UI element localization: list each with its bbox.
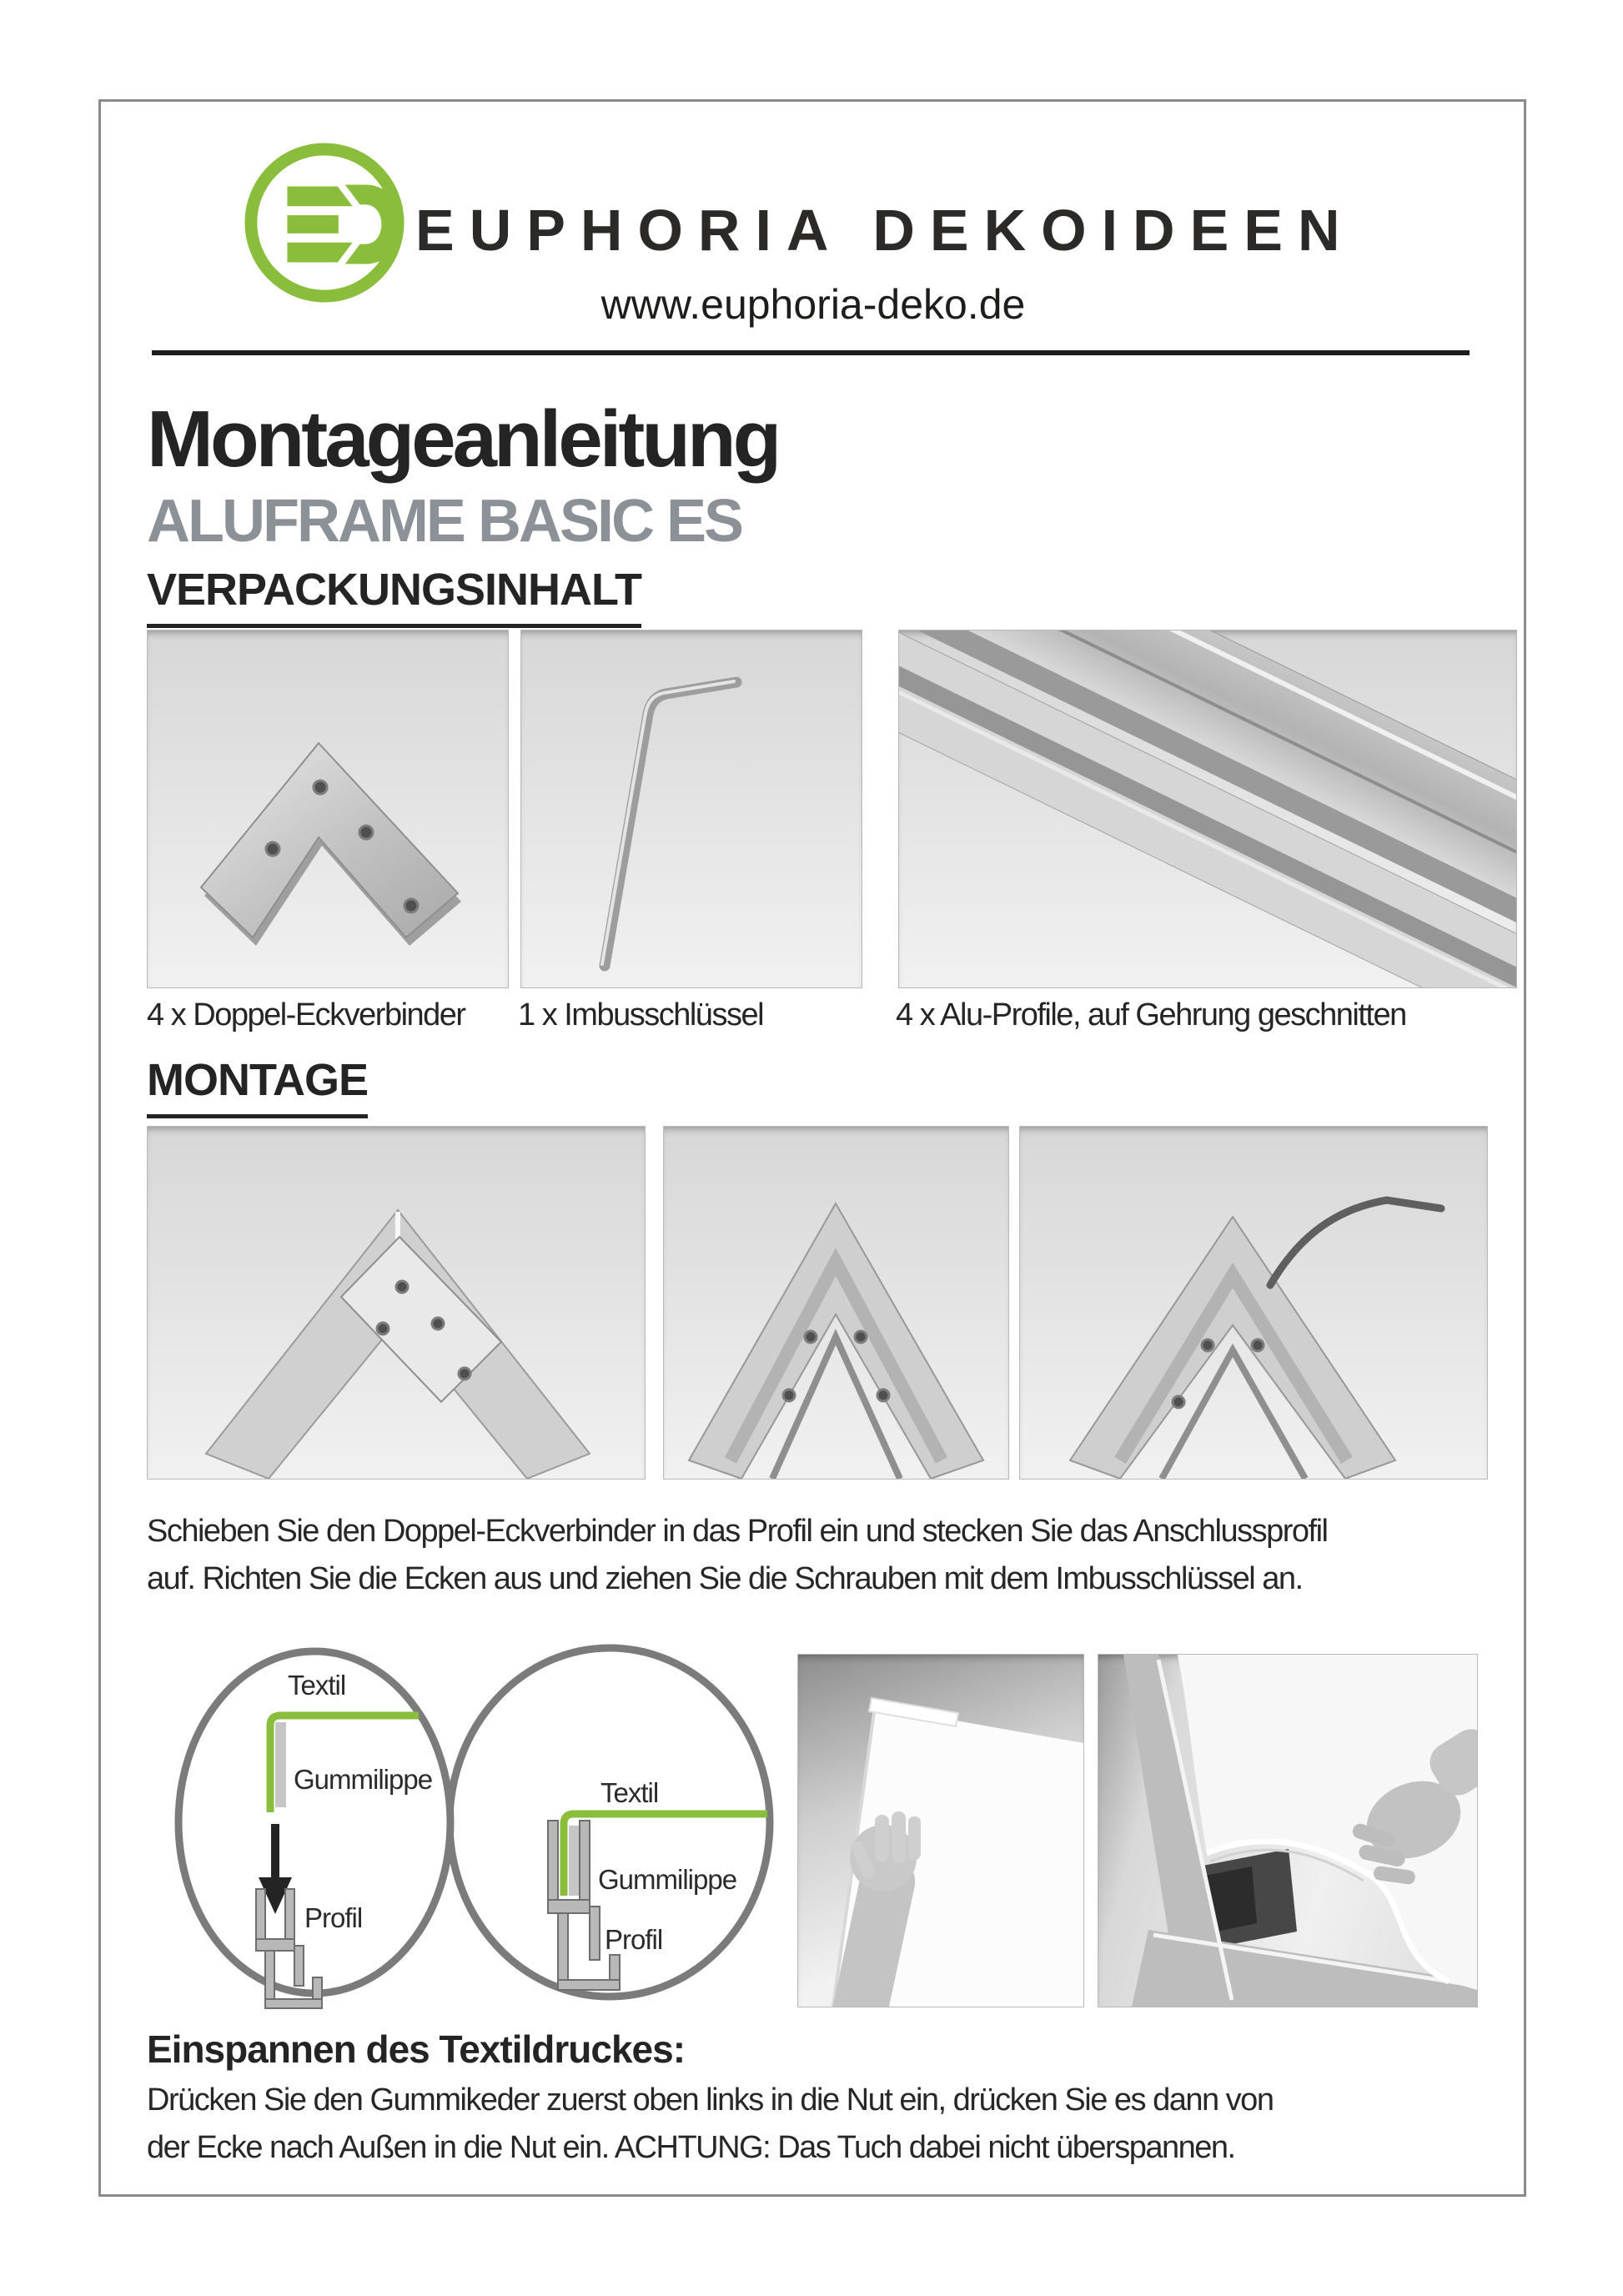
montage-instructions bbox=[147, 1508, 1327, 1603]
montage-step1-photo bbox=[147, 1126, 646, 1480]
insert-connector-illustration bbox=[148, 1127, 645, 1479]
insert-fabric-illustration bbox=[798, 1655, 1083, 2007]
caption-alu-profiles: 4 x Alu-Profile, auf Gehrung geschnitten bbox=[896, 997, 1406, 1032]
montage-step2-photo bbox=[663, 1126, 1009, 1480]
diagram-right-textil-label: Textil bbox=[600, 1777, 659, 1808]
page-title: Montageanleitung bbox=[147, 394, 779, 484]
section-heading-montage: MONTAGE bbox=[147, 1054, 368, 1118]
caption-corner-connector: 4 x Doppel-Eckverbinder bbox=[147, 997, 465, 1032]
pull-fabric-corner-photo bbox=[1098, 1654, 1478, 2007]
corner-connector-photo bbox=[147, 630, 509, 988]
textile-section-heading: Einspannen des Textildruckes: bbox=[147, 2027, 686, 2071]
diagram-right-gummilippe-label: Gummilippe bbox=[598, 1864, 737, 1895]
diagram-right-profil-label: Profil bbox=[605, 1924, 663, 1955]
website-url: www.euphoria-deko.de bbox=[600, 281, 1026, 328]
tighten-screws-illustration bbox=[1020, 1127, 1487, 1479]
textile-instructions bbox=[147, 2077, 1273, 2172]
brand-name: EUPHORIA DEKOIDEEN bbox=[415, 198, 1355, 263]
pull-fabric-illustration bbox=[1098, 1655, 1477, 2007]
aligned-corner-illustration bbox=[664, 1127, 1008, 1479]
textile-instructions-line1: Drücken Sie den Gummikeder zuerst oben links in die Nut ein, drücken Sie es dann von bbox=[147, 2082, 1274, 2118]
header-divider bbox=[152, 350, 1470, 355]
allen-key-photo bbox=[520, 630, 862, 988]
alu-profiles-photo bbox=[898, 630, 1517, 988]
allen-key-illustration bbox=[521, 631, 862, 987]
diagram-left-gummilippe-label: Gummilippe bbox=[294, 1764, 433, 1795]
montage-step3-photo bbox=[1019, 1126, 1488, 1480]
textile-mounting-diagram bbox=[150, 1639, 801, 2016]
left-gummilippe-bar bbox=[275, 1722, 286, 1807]
textile-instructions-line2: der Ecke nach Außen in die Nut ein. ACHTUNG: Das Tuch dabei nicht überspannen. bbox=[147, 2130, 1235, 2165]
diagram-left-textil-label: Textil bbox=[288, 1670, 346, 1701]
alu-profiles-illustration bbox=[899, 631, 1516, 987]
product-subtitle: ALUFRAME BASIC ES bbox=[147, 488, 742, 555]
corner-connector-illustration bbox=[148, 631, 508, 987]
caption-allen-key: 1 x Imbusschlüssel bbox=[518, 997, 764, 1032]
insert-fabric-photo bbox=[797, 1654, 1084, 2007]
right-gummilippe-bar bbox=[569, 1826, 579, 1896]
diagram-left-profil-label: Profil bbox=[304, 1902, 363, 1933]
montage-instructions-line2: auf. Richten Sie die Ecken aus und ziehen Sie die Schrauben mit dem Imbusschlüssel an. bbox=[147, 1561, 1303, 1596]
section-heading-verpackungsinhalt: VERPACKUNGSINHALT bbox=[147, 564, 641, 628]
montage-instructions-line1: Schieben Sie den Doppel-Eckverbinder in das Profil ein und stecken Sie das Anschlussprofil bbox=[147, 1514, 1328, 1549]
